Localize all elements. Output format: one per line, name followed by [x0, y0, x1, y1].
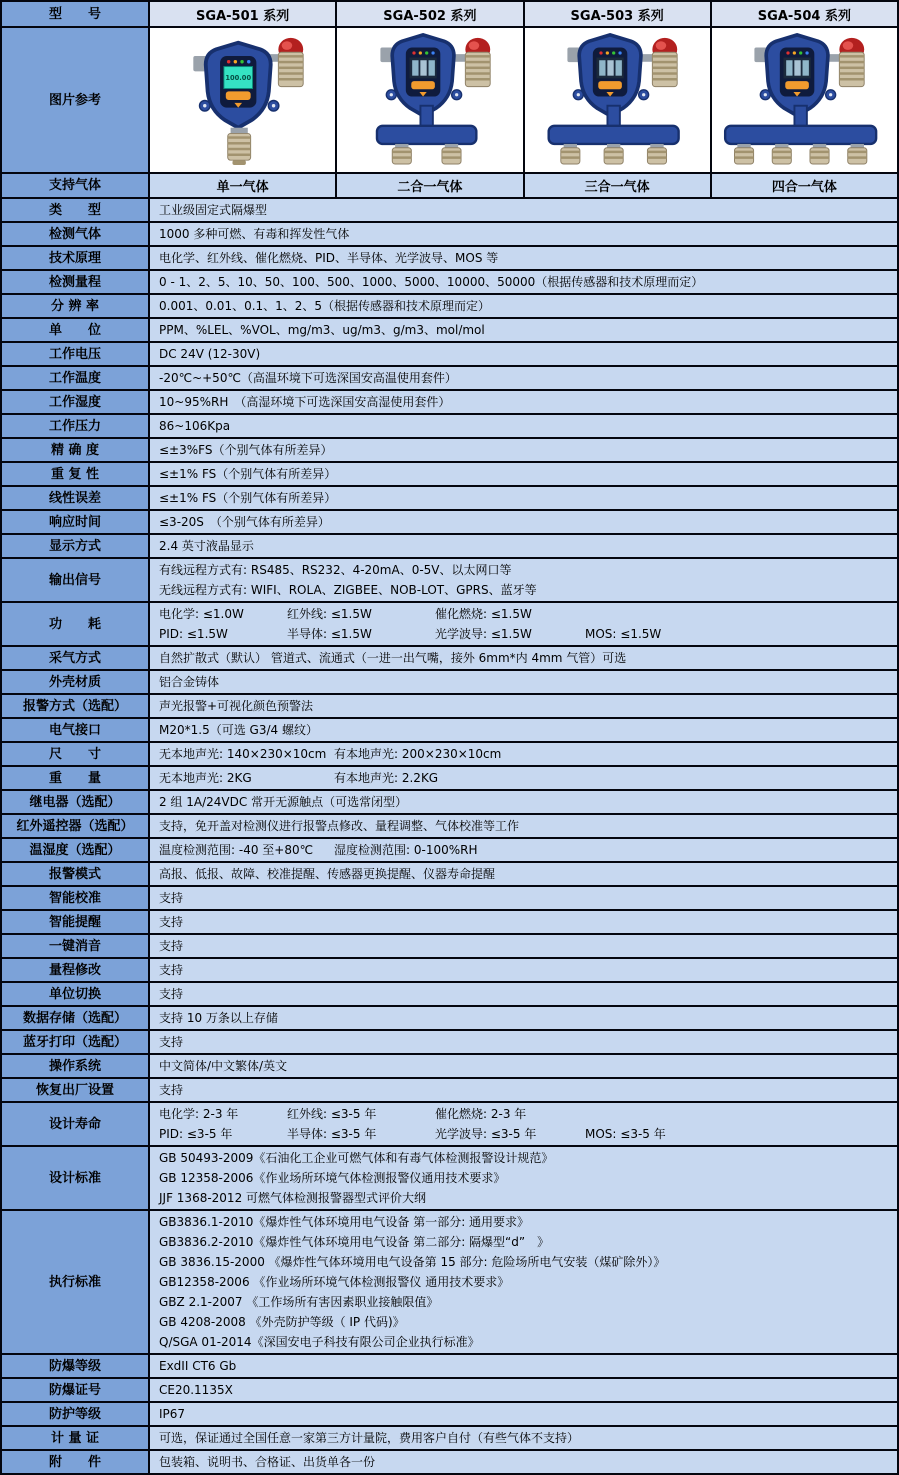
spec-row — [2, 199, 897, 223]
spec-value-line — [159, 1232, 891, 1252]
model-header-cell: SGA-501 系列 — [150, 2, 335, 26]
spec-value-line — [159, 1188, 891, 1208]
spec-row-label: 外壳材质 — [2, 671, 150, 693]
spec-row-value — [150, 1079, 897, 1101]
spec-row-value — [150, 223, 897, 245]
spec-value-segment: 铝合金铸体 — [159, 675, 220, 689]
spec-row-value — [150, 319, 897, 341]
spec-row-label: 功 耗 — [2, 603, 150, 645]
spec-value-segment: 高报、低报、故障、校准提醒、传感器更换提醒、仪器寿命提醒 — [159, 867, 496, 881]
spec-row — [2, 911, 897, 935]
spec-value-line — [159, 1452, 891, 1472]
product-image-SGA-503 — [523, 28, 710, 172]
spec-value-line — [159, 248, 891, 268]
spec-value-segment: 支持 10 万条以上存储 — [159, 1011, 278, 1025]
spec-row-label: 输出信号 — [2, 559, 150, 601]
spec-row — [2, 1147, 897, 1211]
spec-row — [2, 511, 897, 535]
spec-value-segment: ≤±1% FS（个别气体有所差异） — [159, 467, 337, 481]
spec-value-segment: -20℃~+50℃（高温环境下可选深国安高温使用套件） — [159, 371, 457, 385]
spec-value-segment: 支持 — [159, 963, 184, 977]
spec-value-line — [159, 368, 891, 388]
spec-value-line — [159, 1272, 891, 1292]
spec-value-line — [159, 912, 891, 932]
spec-row — [2, 247, 897, 271]
spec-row-label: 技术原理 — [2, 247, 150, 269]
product-image-SGA-502 — [335, 28, 522, 172]
spec-value-line — [159, 1168, 891, 1188]
spec-row-label: 电气接口 — [2, 719, 150, 741]
product-image-row — [2, 28, 897, 174]
spec-row — [2, 487, 897, 511]
spec-value-segment: GB 4208-2008 《外壳防护等级（ IP 代码)》 — [159, 1315, 405, 1329]
spec-row-label: 智能提醒 — [2, 911, 150, 933]
model-header-row — [2, 2, 897, 28]
spec-row — [2, 295, 897, 319]
spec-value-line — [159, 1212, 891, 1232]
spec-value-segment: JJF 1368-2012 可燃气体检测报警器型式评价大纲 — [159, 1191, 427, 1205]
spec-value-line — [159, 936, 891, 956]
spec-value-line — [159, 1148, 891, 1168]
spec-value-segment: 支持 — [159, 1083, 184, 1097]
spec-row-value — [150, 815, 897, 837]
spec-value-line — [159, 604, 891, 624]
spec-value-segment: PID: ≤3-5 年 — [159, 1127, 233, 1141]
spec-value-segment: IP67 — [159, 1407, 186, 1421]
spec-row — [2, 1055, 897, 1079]
spec-row-value — [150, 367, 897, 389]
spec-value-segment: 无本地声光: 2KG — [159, 771, 252, 785]
spec-value-line — [159, 1008, 891, 1028]
model-header-cell: SGA-504 系列 — [710, 2, 897, 26]
gas-type-cell: 二合一气体 — [335, 174, 522, 197]
spec-value-segment: 红外线: ≤3-5 年 — [287, 1107, 377, 1121]
spec-row-value — [150, 671, 897, 693]
spec-row-label: 采气方式 — [2, 647, 150, 669]
spec-value-line — [159, 624, 891, 644]
spec-row-label: 响应时间 — [2, 511, 150, 533]
spec-value-line — [159, 200, 891, 220]
spec-row — [2, 935, 897, 959]
spec-value-segment: 支持，免开盖对检测仪进行报警点修改、量程调整、气体校准等工作 — [159, 819, 520, 833]
spec-row-value — [150, 911, 897, 933]
spec-value-segment: PID: ≤1.5W — [159, 627, 228, 641]
spec-row-value — [150, 535, 897, 557]
spec-value-line — [159, 1332, 891, 1352]
spec-value-line — [159, 1080, 891, 1100]
spec-row — [2, 1031, 897, 1055]
spec-value-segment: 中文简体/中文繁体/英文 — [159, 1059, 288, 1073]
spec-value-segment: GB 12358-2006《作业场所环境气体检测报警仪通用技术要求》 — [159, 1171, 506, 1185]
spec-row-value — [150, 767, 897, 789]
spec-row — [2, 1427, 897, 1451]
spec-row-label: 工作温度 — [2, 367, 150, 389]
spec-value-line — [159, 488, 891, 508]
spec-row-value — [150, 1055, 897, 1077]
spec-row — [2, 1103, 897, 1147]
spec-row-label: 防爆证号 — [2, 1379, 150, 1401]
spec-row — [2, 647, 897, 671]
spec-value-segment: GB12358-2006 《作业场所环境气体检测报警仪 通用技术要求》 — [159, 1275, 510, 1289]
spec-value-line — [159, 720, 891, 740]
spec-value-line — [159, 1252, 891, 1272]
spec-value-line — [159, 888, 891, 908]
spec-row — [2, 743, 897, 767]
spec-value-line — [159, 696, 891, 716]
spec-value-segment: 催化燃烧: 2-3 年 — [435, 1107, 527, 1121]
spec-row — [2, 271, 897, 295]
spec-value-line — [159, 648, 891, 668]
spec-row-label: 工作湿度 — [2, 391, 150, 413]
spec-value-line — [159, 1124, 891, 1144]
spec-value-segment: 支持 — [159, 939, 184, 953]
spec-row — [2, 391, 897, 415]
spec-value-segment: ≤±3%FS（个别气体有所差异） — [159, 443, 333, 457]
spec-row-label: 重 量 — [2, 767, 150, 789]
spec-value-segment: 无本地声光: 140×230×10cm — [159, 747, 327, 761]
spec-value-line — [159, 392, 891, 412]
spec-value-line — [159, 816, 891, 836]
spec-value-segment: ExdII CT6 Gb — [159, 1359, 237, 1373]
product-image-SGA-504 — [710, 28, 897, 172]
spec-value-line — [159, 536, 891, 556]
spec-value-line — [159, 224, 891, 244]
spec-row-value — [150, 1355, 897, 1377]
spec-value-segment: 红外线: ≤1.5W — [287, 607, 372, 621]
spec-value-segment: 支持 — [159, 987, 184, 1001]
spec-value-segment: 支持 — [159, 1035, 184, 1049]
product-image-SGA-501 — [150, 28, 335, 172]
spec-rows-container — [2, 199, 897, 1473]
spec-row-value — [150, 1007, 897, 1029]
spec-row-label: 计 量 证 — [2, 1427, 150, 1449]
spec-value-segment: ≤±1% FS（个别气体有所差异） — [159, 491, 337, 505]
gas-type-cell: 单一气体 — [150, 174, 335, 197]
spec-row-label: 工作电压 — [2, 343, 150, 365]
spec-row-value — [150, 1451, 897, 1473]
spec-value-line — [159, 512, 891, 532]
spec-value-line — [159, 960, 891, 980]
spec-row — [2, 415, 897, 439]
spec-value-line — [159, 560, 891, 580]
spec-value-segment: 工业级固定式隔爆型 — [159, 203, 268, 217]
spec-row-value — [150, 271, 897, 293]
spec-row — [2, 983, 897, 1007]
spec-row-value — [150, 983, 897, 1005]
spec-row — [2, 559, 897, 603]
spec-row — [2, 815, 897, 839]
spec-row-label: 智能校准 — [2, 887, 150, 909]
spec-row-label: 防爆等级 — [2, 1355, 150, 1377]
spec-value-segment: ≤3-20S （个别气体有所差异） — [159, 515, 330, 529]
spec-row — [2, 1007, 897, 1031]
spec-row-value — [150, 603, 897, 645]
spec-row-label: 蓝牙打印（选配） — [2, 1031, 150, 1053]
spec-row-label: 单 位 — [2, 319, 150, 341]
spec-row-label: 防护等级 — [2, 1403, 150, 1425]
spec-value-line — [159, 464, 891, 484]
spec-row-label: 执行标准 — [2, 1211, 150, 1353]
spec-row — [2, 671, 897, 695]
spec-row-label: 精 确 度 — [2, 439, 150, 461]
spec-row — [2, 1451, 897, 1473]
spec-row — [2, 959, 897, 983]
spec-row-label: 显示方式 — [2, 535, 150, 557]
spec-value-segment: 湿度检测范围: 0-100%RH — [334, 843, 478, 857]
spec-row — [2, 695, 897, 719]
spec-row-value — [150, 863, 897, 885]
spec-row-label: 类 型 — [2, 199, 150, 221]
spec-row-value — [150, 295, 897, 317]
gas-detector-illustration-SGA-504 — [718, 33, 890, 167]
spec-row — [2, 1355, 897, 1379]
spec-row — [2, 863, 897, 887]
spec-value-segment: 支持 — [159, 915, 184, 929]
product-image-cells — [150, 28, 897, 172]
spec-row-value — [150, 695, 897, 717]
spec-value-segment: GB3836.1-2010《爆炸性气体环境用电气设备 第一部分: 通用要求》 — [159, 1215, 530, 1229]
spec-row-value — [150, 719, 897, 741]
spec-row-value — [150, 559, 897, 601]
spec-value-segment: M20*1.5（可选 G3/4 螺纹） — [159, 723, 318, 737]
spec-value-line — [159, 984, 891, 1004]
spec-row — [2, 1211, 897, 1355]
spec-row — [2, 535, 897, 559]
spec-row-label: 尺 寸 — [2, 743, 150, 765]
spec-row-value — [150, 839, 897, 861]
spec-value-segment: GB 50493-2009《石油化工企业可燃气体和有毒气体检测报警设计规范》 — [159, 1151, 554, 1165]
spec-value-segment: GBZ 2.1-2007 《工作场所有害因素职业接触限值》 — [159, 1295, 439, 1309]
spec-row — [2, 1379, 897, 1403]
spec-row — [2, 1403, 897, 1427]
svg-text:100.00: 100.00 — [224, 73, 251, 82]
spec-value-line — [159, 580, 891, 600]
spec-value-segment: 声光报警+可视化颜色预警法 — [159, 699, 314, 713]
spec-row — [2, 319, 897, 343]
spec-value-segment: MOS: ≤1.5W — [585, 627, 662, 641]
spec-row-label: 恢复出厂设置 — [2, 1079, 150, 1101]
spec-row-label: 单位切换 — [2, 983, 150, 1005]
spec-value-segment: 光学波导: ≤3-5 年 — [435, 1127, 537, 1141]
spec-value-segment: 2 组 1A/24VDC 常开无源触点（可选常闭型） — [159, 795, 408, 809]
spec-row-value — [150, 463, 897, 485]
spec-value-line — [159, 320, 891, 340]
spec-row-label: 报警模式 — [2, 863, 150, 885]
spec-row — [2, 439, 897, 463]
spec-row-label: 线性误差 — [2, 487, 150, 509]
spec-row-label: 重 复 性 — [2, 463, 150, 485]
spec-row — [2, 463, 897, 487]
spec-row-value — [150, 343, 897, 365]
spec-row-value — [150, 887, 897, 909]
spec-row — [2, 719, 897, 743]
spec-value-segment: 1000 多种可燃、有毒和挥发性气体 — [159, 227, 350, 241]
spec-value-line — [159, 416, 891, 436]
spec-value-segment: 半导体: ≤3-5 年 — [287, 1127, 377, 1141]
supported-gas-row — [2, 174, 897, 199]
spec-value-segment: GB 3836.15-2000 《爆炸性气体环境用电气设备第 15 部分: 危险场所电气安装（煤矿除外）》 — [159, 1255, 666, 1269]
spec-value-segment: 有本地声光: 200×230×10cm — [334, 747, 502, 761]
spec-value-segment: DC 24V (12-30V) — [159, 347, 261, 361]
spec-row — [2, 767, 897, 791]
model-header-cell: SGA-502 系列 — [335, 2, 522, 26]
spec-value-segment: GB3836.2-2010《爆炸性气体环境用电气设备 第二部分: 隔爆型“d” 》 — [159, 1235, 550, 1249]
spec-value-segment: 电化学: 2-3 年 — [159, 1107, 239, 1121]
spec-value-segment: 有线远程方式有: RS485、RS232、4-20mA、0-5V、以太网口等 — [159, 563, 512, 577]
spec-value-segment: 0 - 1、2、5、10、50、100、500、1000、5000、10000、50000（根据传感器和技术原理而定） — [159, 275, 704, 289]
spec-row — [2, 223, 897, 247]
spec-row-value — [150, 791, 897, 813]
gas-detector-illustration-SGA-501 — [157, 33, 329, 167]
spec-value-line — [159, 1428, 891, 1448]
spec-row-label: 检测气体 — [2, 223, 150, 245]
spec-value-line — [159, 272, 891, 292]
spec-value-segment: 有本地声光: 2.2KG — [334, 771, 439, 785]
spec-value-segment: 自然扩散式（默认） 管道式、流通式（一进一出气嘴，接外 6mm*内 4mm 气管）可选 — [159, 651, 627, 665]
spec-row-label: 温湿度（选配） — [2, 839, 150, 861]
spec-row-value — [150, 1403, 897, 1425]
spec-row-value — [150, 511, 897, 533]
spec-row-value — [150, 1103, 897, 1145]
spec-row-value — [150, 415, 897, 437]
spec-value-line — [159, 1404, 891, 1424]
spec-row-label: 报警方式（选配） — [2, 695, 150, 717]
image-row-label: 图片参考 — [2, 28, 150, 172]
spec-value-segment: 包装箱、说明书、合格证、出货单各一份 — [159, 1455, 376, 1469]
spec-row-value — [150, 487, 897, 509]
spec-row-value — [150, 1379, 897, 1401]
spec-row-value — [150, 1427, 897, 1449]
spec-row — [2, 791, 897, 815]
spec-value-segment: CE20.1135X — [159, 1383, 233, 1397]
spec-value-segment: 温度检测范围: -40 至+80℃ — [159, 843, 314, 857]
spec-value-segment: PPM、%LEL、%VOL、mg/m3、ug/m3、g/m3、mol/mol — [159, 323, 485, 337]
spec-row-value — [150, 1031, 897, 1053]
spec-row-label: 检测量程 — [2, 271, 150, 293]
spec-row-label: 一键消音 — [2, 935, 150, 957]
spec-row-label: 数据存储（选配） — [2, 1007, 150, 1029]
spec-row-value — [150, 1147, 897, 1209]
spec-value-line — [159, 440, 891, 460]
spec-value-segment: Q/SGA 01-2014《深国安电子科技有限公司企业执行标准》 — [159, 1335, 480, 1349]
spec-value-line — [159, 1104, 891, 1124]
spec-value-line — [159, 1312, 891, 1332]
gas-type-cell: 四合一气体 — [710, 174, 897, 197]
spec-row-label: 继电器（选配） — [2, 791, 150, 813]
spec-row-label: 红外遥控器（选配） — [2, 815, 150, 837]
spec-value-segment: 10~95%RH （高湿环境下可选深国安高湿使用套件） — [159, 395, 451, 409]
spec-value-line — [159, 840, 891, 860]
gas-type-cell: 三合一气体 — [523, 174, 710, 197]
spec-row — [2, 839, 897, 863]
model-header-cells — [150, 2, 897, 26]
spec-row-value — [150, 247, 897, 269]
spec-row-value — [150, 935, 897, 957]
gas-row-label: 支持气体 — [2, 174, 150, 197]
spec-value-line — [159, 744, 891, 764]
spec-value-line — [159, 1380, 891, 1400]
spec-row-label: 设计标准 — [2, 1147, 150, 1209]
spec-row — [2, 343, 897, 367]
spec-value-segment: 催化燃烧: ≤1.5W — [435, 607, 532, 621]
gas-detector-illustration-SGA-503 — [531, 33, 703, 167]
spec-value-line — [159, 768, 891, 788]
spec-value-segment: 电化学: ≤1.0W — [159, 607, 244, 621]
spec-row-value — [150, 647, 897, 669]
spec-row — [2, 603, 897, 647]
spec-row-label: 分 辨 率 — [2, 295, 150, 317]
spec-value-segment: 无线远程方式有: WIFI、ROLA、ZIGBEE、NOB-LOT、GPRS、蓝牙等 — [159, 583, 537, 597]
spec-value-segment: 半导体: ≤1.5W — [287, 627, 372, 641]
spec-value-segment: 0.001、0.01、0.1、1、2、5（根据传感器和技术原理而定） — [159, 299, 491, 313]
spec-row — [2, 887, 897, 911]
spec-value-segment: 电化学、红外线、催化燃烧、PID、半导体、光学波导、MOS 等 — [159, 251, 499, 265]
gas-type-cells — [150, 174, 897, 197]
spec-value-segment: 光学波导: ≤1.5W — [435, 627, 532, 641]
spec-value-segment: 可选，保证通过全国任意一家第三方计量院，费用客户自付（有些气体不支持） — [159, 1431, 580, 1445]
spec-row-value — [150, 199, 897, 221]
gas-detector-illustration-SGA-502 — [344, 33, 516, 167]
spec-value-line — [159, 296, 891, 316]
spec-value-segment: 支持 — [159, 891, 184, 905]
spec-value-line — [159, 864, 891, 884]
spec-value-segment: 86~106Kpa — [159, 419, 231, 433]
spec-row-value — [150, 439, 897, 461]
spec-row-label: 量程修改 — [2, 959, 150, 981]
model-header-cell: SGA-503 系列 — [523, 2, 710, 26]
spec-row-label: 附 件 — [2, 1451, 150, 1473]
spec-row-value — [150, 743, 897, 765]
spec-row — [2, 367, 897, 391]
spec-value-line — [159, 1032, 891, 1052]
spec-value-line — [159, 672, 891, 692]
spec-value-line — [159, 1056, 891, 1076]
spec-value-line — [159, 1292, 891, 1312]
spec-value-line — [159, 1356, 891, 1376]
spec-row-label: 操作系统 — [2, 1055, 150, 1077]
spec-value-segment: MOS: ≤3-5 年 — [585, 1127, 666, 1141]
spec-row-value — [150, 391, 897, 413]
spec-value-line — [159, 344, 891, 364]
spec-row-value — [150, 959, 897, 981]
spec-row-value — [150, 1211, 897, 1353]
spec-row-label: 工作压力 — [2, 415, 150, 437]
spec-value-segment: 2.4 英寸液晶显示 — [159, 539, 254, 553]
model-row-label: 型 号 — [2, 2, 150, 26]
spec-value-line — [159, 792, 891, 812]
spec-row-label: 设计寿命 — [2, 1103, 150, 1145]
spec-row — [2, 1079, 897, 1103]
